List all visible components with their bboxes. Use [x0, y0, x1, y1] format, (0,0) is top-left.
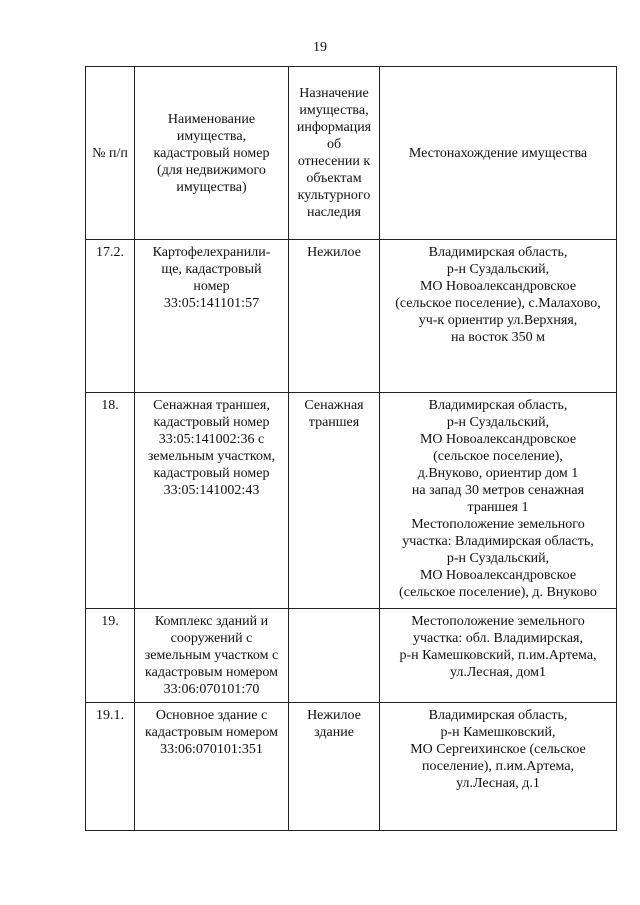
cell-text-line: информация	[296, 120, 372, 135]
table-row	[86, 703, 617, 831]
cell-text-line: траншея	[308, 415, 360, 430]
cell-num: 19.	[86, 609, 135, 703]
cell-location	[380, 240, 617, 393]
cell-text-line: участка: обл. Владимирская,	[412, 631, 583, 646]
cell-text-line: Владимирская область,	[428, 398, 568, 413]
cell-location	[380, 393, 617, 609]
header-name	[135, 67, 289, 240]
cell-location	[380, 703, 617, 831]
property-table	[85, 66, 617, 831]
cell-num: 18.	[86, 393, 135, 609]
cell-text-line: ул.Лесная, дом1	[450, 665, 546, 680]
header-purpose	[289, 67, 380, 240]
cell-num: 19.1.	[86, 703, 135, 831]
cell-text-line: имущества,	[176, 128, 247, 144]
cell-text-line: МО Новоалександровское	[419, 279, 577, 294]
cell-text-line: Картофелехранили-	[152, 245, 271, 260]
cell-text-line: Наименование	[167, 111, 256, 127]
cell-text-line: ул.Лесная, д.1	[456, 776, 540, 791]
cell-text-line: траншея 1	[467, 500, 529, 515]
table-row	[86, 240, 617, 393]
header-location	[380, 67, 617, 240]
cell-text-line: 33:05:141101:57	[163, 296, 260, 311]
cell-text-line: объектам	[306, 171, 362, 186]
cell-name	[135, 240, 289, 393]
cell-text-line: культурного	[297, 188, 371, 203]
cell-text-line: (для недвижимого	[157, 162, 266, 178]
cell-text-line: земельным участком с	[144, 648, 279, 663]
cell-text-line: д.Внуково, ориентир дом 1	[417, 466, 579, 481]
table-row	[86, 609, 617, 703]
cell-text-line: р-н Суздальский,	[446, 415, 550, 430]
cell-text-line: номер	[193, 279, 230, 294]
page-number: 19	[313, 40, 327, 55]
cell-text-line: сооружений с	[170, 631, 253, 646]
cell-text-line: МО Новоалександровское	[419, 568, 577, 583]
cell-text-line: кадастровым номером	[145, 725, 278, 740]
cell-purpose	[289, 393, 380, 609]
cell-text-line: № п/п	[92, 145, 128, 161]
cell-text-line: наследия	[307, 205, 361, 220]
cell-text-line: (сельское поселение), с.Малахово,	[395, 296, 601, 311]
table-header-row	[86, 67, 617, 240]
cell-text-line: кадастровый номер	[153, 145, 270, 161]
cell-text-line: поселение), п.им.Артема,	[421, 759, 575, 774]
cell-text-line: земельным участком,	[147, 449, 276, 464]
cell-location	[380, 609, 617, 703]
cell-text-line: кадастровый номер	[153, 415, 270, 430]
cell-text-line: на восток 350 м	[451, 330, 545, 345]
cell-text-line: имущества,	[299, 103, 369, 118]
cell-text-line: Нежилое	[307, 708, 361, 723]
cell-text-line: здание	[314, 725, 354, 740]
cell-purpose	[289, 609, 380, 703]
cell-text-line: отнесении к	[297, 154, 371, 169]
cell-text-line: Местоположение земельного	[411, 517, 585, 532]
cell-text-line: Нежилое	[307, 245, 361, 260]
cell-text-line: МО Новоалександровское	[419, 432, 577, 447]
cell-text-line: Назначение	[299, 86, 369, 101]
table-row	[86, 393, 617, 609]
cell-text-line: на запад 30 метров сенажная	[411, 483, 585, 498]
cell-text-line: 33:05:141002:43	[163, 483, 260, 498]
cell-purpose	[289, 240, 380, 393]
cell-text-line: Владимирская область,	[428, 245, 568, 260]
cell-text-line: р-н Камешковский, п.им.Артема,	[399, 648, 597, 663]
cell-text-line: Местонахождение имущества	[408, 145, 588, 161]
cell-text-line: уч-к ориентир ул.Верхняя,	[418, 313, 578, 328]
cell-text-line: 33:06:070101:70	[163, 682, 260, 697]
cell-text-line: Комплекс зданий и	[154, 614, 269, 629]
cell-text-line: р-н Камешковский,	[440, 725, 556, 740]
cell-text-line: р-н Суздальский,	[446, 551, 550, 566]
cell-text-line: р-н Суздальский,	[446, 262, 550, 277]
cell-text-line: Сенажная	[304, 398, 364, 413]
cell-num: 17.2.	[86, 240, 135, 393]
cell-text-line: 33:05:141002:36 с	[158, 432, 265, 447]
cell-text-line: участка: Владимирская область,	[402, 534, 594, 549]
header-num	[86, 67, 135, 240]
cell-text-line: 33:06:070101:351	[160, 742, 263, 757]
cell-name	[135, 609, 289, 703]
cell-name	[135, 393, 289, 609]
cell-purpose	[289, 703, 380, 831]
cell-text-line: Владимирская область,	[428, 708, 568, 723]
cell-text-line: Основное здание с	[155, 708, 268, 723]
cell-text-line: имущества)	[176, 179, 247, 195]
cell-text-line: (сельское поселение), д. Внуково	[399, 585, 597, 600]
cell-text-line: (сельское поселение),	[433, 449, 563, 464]
cell-text-line: ще, кадастровый	[161, 262, 262, 277]
cell-text-line: Местоположение земельного	[411, 614, 585, 629]
cell-name	[135, 703, 289, 831]
cell-text-line: Сенажная траншея,	[153, 398, 270, 413]
cell-text-line: кадастровым номером	[145, 665, 278, 680]
cell-text-line: МО Сергеихинское (сельское	[410, 742, 586, 757]
cell-text-line: об	[326, 137, 342, 152]
cell-text-line: кадастровый номер	[153, 466, 270, 481]
